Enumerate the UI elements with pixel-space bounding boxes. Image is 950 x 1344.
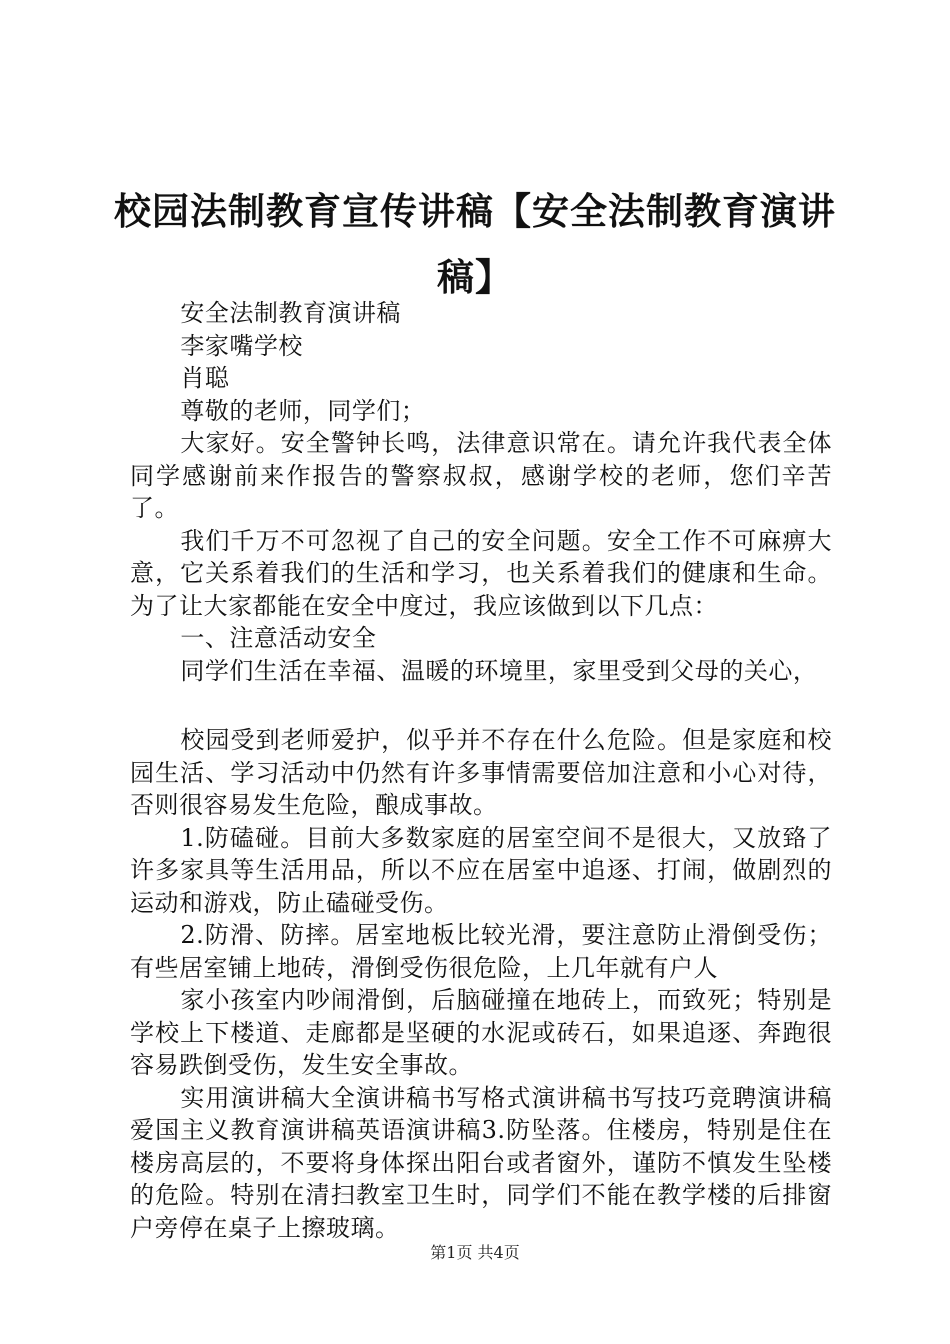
paragraph-point-2: 2.防滑、防摔。居室地板比较光滑，要注意防止滑倒受伤；有些居室铺上地砖，滑倒受伤很危险，上几年就有户人 [130, 921, 832, 982]
paragraph-salutation: 尊敬的老师，同学们； [180, 396, 426, 425]
paragraph-body: 校园受到老师爱护，似乎并不存在什么危险。但是家庭和校园生活、学习活动中仍然有许多事情需要倍加注意和小心对待，否则很容易发生危险，酿成事故。 [130, 726, 832, 819]
document-title: 校园法制教育宣传讲稿【安全法制教育演讲稿】 [114, 189, 836, 299]
paragraph-speech-title: 安全法制教育演讲稿 [180, 299, 401, 327]
paragraph-intro: 我们千万不可忽视了自己的安全问题。安全工作不可麻痹大意，它关系着我们的生活和学习，也关系着我们的健康和生命。为了让大家都能在安全中度过，我应该做到以下几点： [130, 526, 832, 620]
paragraph-author: 肖聪 [180, 364, 230, 392]
paragraph-point-3: 实用演讲稿大全演讲稿书写格式演讲稿书写技巧竞聘演讲稿爱国主义教育演讲稿英语演讲稿3.防坠落。住楼房，特别是住在楼房高层的，不要将身体探出阳台或者窗外，谨防不慎发生坠楼的危险。特别在清扫教室卫生时，同学们不能在教学楼的后排窗户旁停在桌子上擦玻璃。 [130, 1083, 832, 1242]
paragraph-section-heading: 一、注意活动安全 [180, 624, 377, 652]
paragraph-greeting: 大家好。安全警钟长鸣，法律意识常在。请允许我代表全体同学感谢前来作报告的警察叔叔，感谢学校的老师，您们辛苦了。 [130, 429, 832, 522]
paragraph-point-1: 1.防磕碰。目前大多数家庭的居室空间不是很大，又放臵了许多家具等生活用品，所以不应在居室中追逐、打闹，做剧烈的运动和游戏，防止磕碰受伤。 [130, 823, 832, 917]
document-body [130, 297, 832, 1244]
paragraph-body: 家小孩室内吵闹滑倒，后脑碰撞在地砖上，而致死；特别是学校上下楼道、走廊都是坚硬的水泥或砖石，如果追逐、奔跑很容易跌倒受伤，发生安全事故。 [130, 986, 832, 1079]
page-number-footer: 第1页 共4页 [430, 1243, 520, 1262]
paragraph-body: 同学们生活在幸福、温暖的环境里，家里受到父母的关心， [180, 656, 818, 685]
paragraph-gap [130, 687, 832, 724]
paragraph-school: 李家嘴学校 [180, 331, 303, 360]
